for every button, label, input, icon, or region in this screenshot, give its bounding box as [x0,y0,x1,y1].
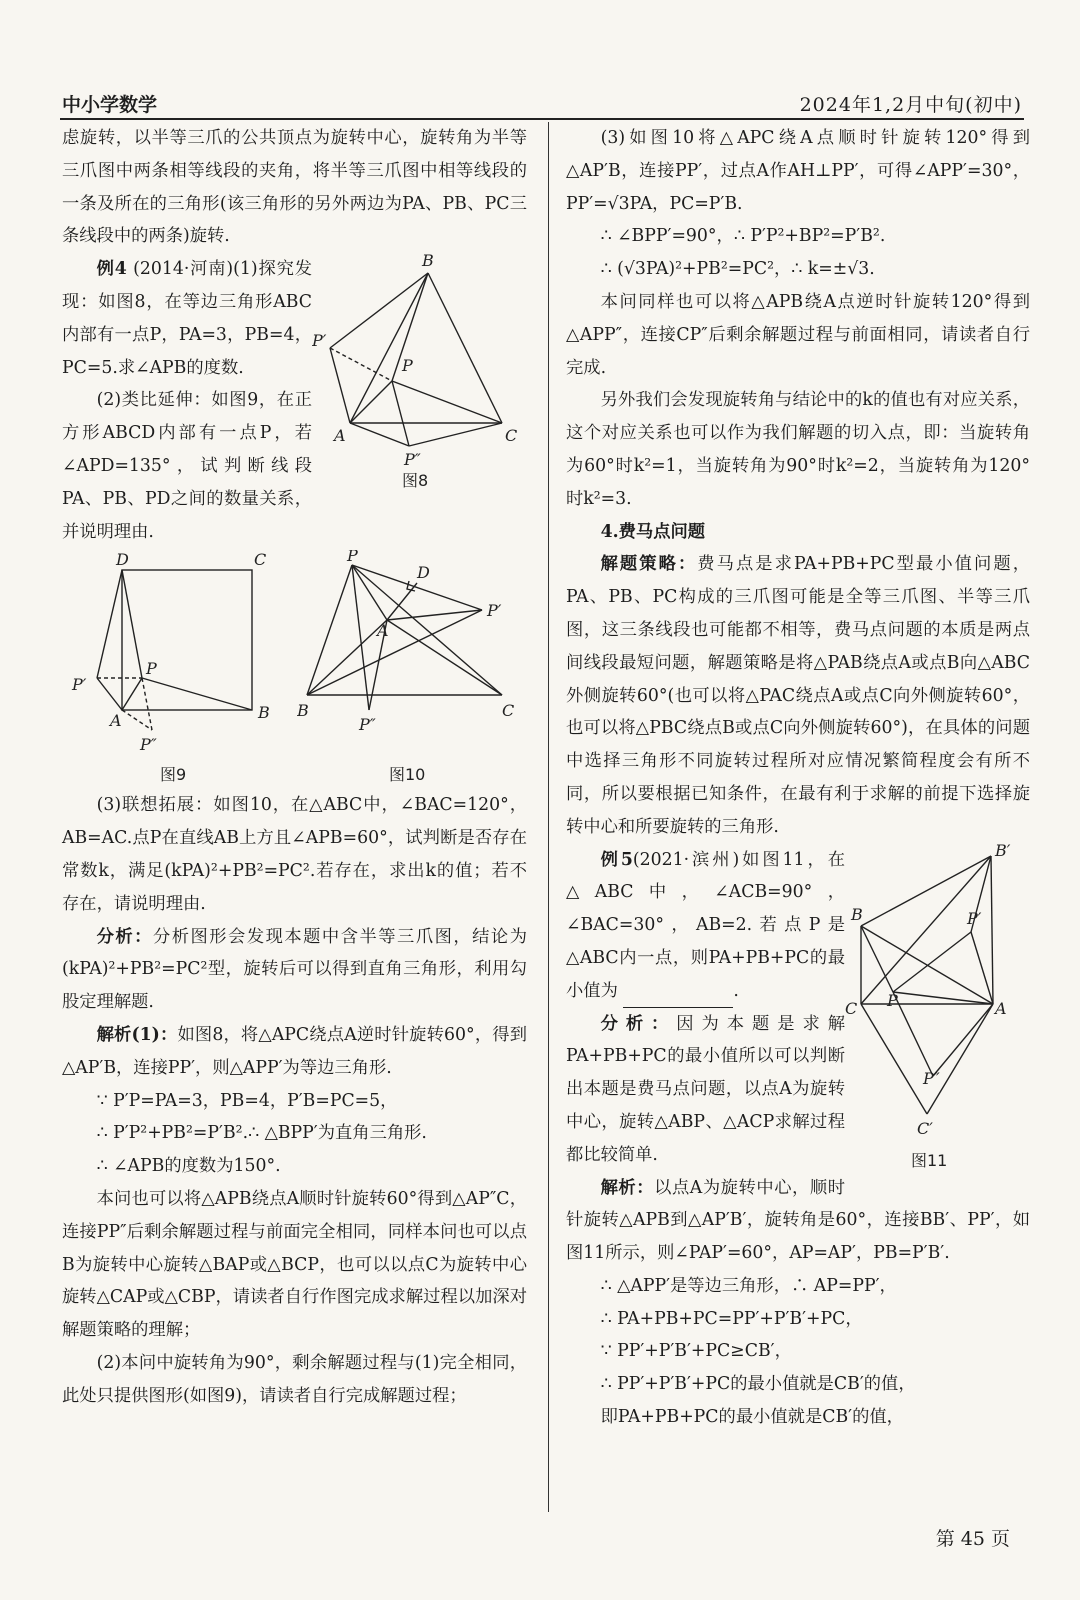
section-heading: 4.费马点问题 [600,521,706,542]
fig10-label-b: B [297,701,309,721]
solution-paragraph: 解析：以点A为旋转中心，顺时针旋转△APB到△AP′B′，旋转角是60°，连接BB′、PP′，如图11所示，则∠PAP′=60°，AP=AP′，PB=P′B′. [566,1177,1030,1264]
analysis-paragraph: 分析：分析图形会发现本题中含半等三爪图，结论为(kPA)²+PB²=PC²型，旋转后可以得到直角三角形，利用勾股定理解题. [62,926,527,1013]
figure-8 [312,253,527,488]
paragraph: 虑旋转，以半等三爪的公共顶点为旋转中心，旋转角为半等三爪图中两条相等线段的夹角，将半等三爪图中相等线段的一条及所在的三角形(该三角形的另外两边为PA、PB、PC三条线段中的两条)旋转. [62,128,527,247]
fig10-label-p-prime: P′ [487,601,502,621]
solution-step: ∴ △APP′是等边三角形，∴ AP=PP′， [600,1275,897,1296]
fig8-label-p: P [402,356,413,376]
fig11-label-b: B [851,904,863,924]
solution-step: ∵ P′P=PA=3，PB=4，P′B=PC=5， [96,1090,398,1111]
right-column [566,122,1030,1434]
figure-10 [297,550,527,785]
fig11-label-c: C [845,998,858,1018]
fig10-label-p: P [347,550,358,566]
fig8-label-c: C [505,426,518,446]
fig8-label-a: A [334,426,346,446]
solution-step: ∴ PP′+P′B′+PC的最小值就是CB′的值， [600,1374,916,1395]
fig11-label-p: P [887,990,898,1010]
analysis-paragraph: 分析：因为本题是求解PA+PB+PC的最小值所以可以判断出本题是费马点问题，以点A为旋转中心，旋转△ABP、△ACP求解过程都比较简单. [566,1013,845,1165]
paragraph: 另外我们会发现旋转角与结论中的k的值也有对应关系，这个对应关系也可以作为我们解题的切入点，即：当旋转角为60°时k²=1，当旋转角为90°时k²=2，当旋转角为120°时k²=3. [566,390,1030,509]
header-rule [60,118,1024,120]
fig10-label-p-double-prime: P″ [359,715,376,735]
fig9-label-c: C [254,550,267,570]
solution-step: 即PA+PB+PC的最小值就是CB′的值， [600,1407,904,1428]
journal-title: 中小学数学 [62,94,158,116]
fig9-label-a: A [110,711,122,731]
fig10-label-c: C [502,701,515,721]
figure-11 [845,844,1030,1184]
fig11-label-p-prime: P′ [967,908,982,928]
paragraph: (3)如图10将△APC绕A点顺时针旋转120°得到△AP′B，连接PP′，过点A作AH⊥PP′，可得∠APP′=30°，PP′=√3PA，PC=P′B. [566,128,1030,214]
solution-step: ∴ (√3PA)²+PB²=PC²，∴ k=±√3. [600,259,875,280]
issue-date: 2024年1,2月中旬(初中) [799,94,1022,116]
solution-step: ∴ ∠BPP′=90°，∴ P′P²+BP²=P′B². [600,226,886,247]
solution-step: ∴ PA+PB+PC=PP′+P′B′+PC， [600,1308,863,1329]
example-4-part1: 例4 (2014·河南)(1)探究发现：如图8，在等边三角形ABC内部有一点P，PA=3，PB=4，PC=5.求∠APB的度数. [62,259,312,378]
answer-blank [623,989,733,1008]
solution-step: ∵ PP′+P′B′+PC≥CB′， [600,1341,792,1362]
strategy-paragraph: 解题策略：费马点是求PA+PB+PC型最小值问题，PA、PB、PC构成的三爪图可能是全等三爪图、半等三爪图，这三条线段也可能都不相等，费马点问题的本质是两点间线段最短问题，解题策略是将△PAB绕点A或点B向△ABC外侧旋转60°(也可以将△PAC绕点A或点C向外侧旋转60°，也可以将△PBC绕点B或点C向外侧旋转60°)，在具体的问题中选择三角形不同旋转过程所对应情况繁简程度会有所不同，所以要根据已知条件，在最有利于求解的前提下选择旋转中心和所要旋转的三角形. [566,554,1030,837]
fig11-label-a: A [995,998,1007,1018]
column-divider [548,122,549,1512]
paragraph: 本问同样也可以将△APB绕A点逆时针旋转120°得到△APP″，连接CP″后剩余解题过程与前面相同，请读者自行完成. [566,291,1030,378]
solution-step: ∴ P′P²+PB²=P′B².∴ △BPP′为直角三角形. [96,1123,427,1144]
paragraph: 本问也可以将△APB绕点A顺时针旋转60°得到△AP″C，连接PP″后剩余解题过程与前面完全相同，同样本问也可以点B为旋转中心旋转△BAP或△BCP，也可以以点C为旋转中心旋转△CAP或△CBP，请读者自行作图完成求解过程以加深对解题策略的理解； [62,1188,527,1341]
fig9-label-p-prime: P′ [72,675,87,695]
fig9-label-p: P [146,659,157,679]
fig10-label-a: A [377,621,389,641]
fig8-label-p-prime: P′ [312,331,327,351]
figure-11-caption: 图11 [911,1150,948,1170]
fig10-label-d: D [417,563,430,583]
example-4-part2: (2)类比延伸：如图9，在正方形ABCD内部有一点P，若∠APD=135°，试判断线段PA、PB、PD之间的数量关系，并说明理由. [62,390,312,542]
fig9-label-b: B [258,703,270,723]
left-column [62,122,527,1413]
figure-10-caption: 图10 [389,765,426,785]
solution-paragraph: 解析(1)：如图8，将△APC绕点A逆时针旋转60°，得到△AP′B，连接PP′，则△APP′为等边三角形. [62,1024,527,1078]
figures-9-10 [62,550,527,785]
fig8-label-p-double-prime: P″ [404,450,421,470]
figure-8-caption: 图8 [402,471,429,489]
fig11-label-p-double-prime: P″ [923,1068,940,1088]
solution-step: ∴ ∠APB的度数为150°. [96,1156,281,1177]
paragraph: (2)本问中旋转角为90°，剩余解题过程与(1)完全相同，此处只提供图形(如图9)，请读者自行完成解题过程； [62,1352,527,1406]
fig9-label-p-double-prime: P″ [140,735,157,755]
fig8-label-b: B [422,253,434,271]
fig9-label-d: D [116,550,129,570]
example-5: 例5(2021·滨州)如图11，在△ABC中，∠ACB=90°，∠BAC=30°，AB=2.若点P是△ABC内一点，则PA+PB+PC的最小值为 . [566,844,1030,1008]
fig11-label-c-prime: C′ [917,1118,933,1138]
page-number: 第 45 页 [935,1528,1010,1550]
figure-9 [62,550,302,785]
example-4-part3: (3)联想拓展：如图10，在△ABC中，∠BAC=120°，AB=AC.点P在直线AB上方且∠APB=60°，试判断是否存在常数k，满足(kPA)²+PB²=PC².若存在，求出k的值；若不存在，请说明理由. [62,795,527,914]
fig11-label-b-prime: B′ [995,843,1011,860]
figure-9-caption: 图9 [160,765,187,785]
